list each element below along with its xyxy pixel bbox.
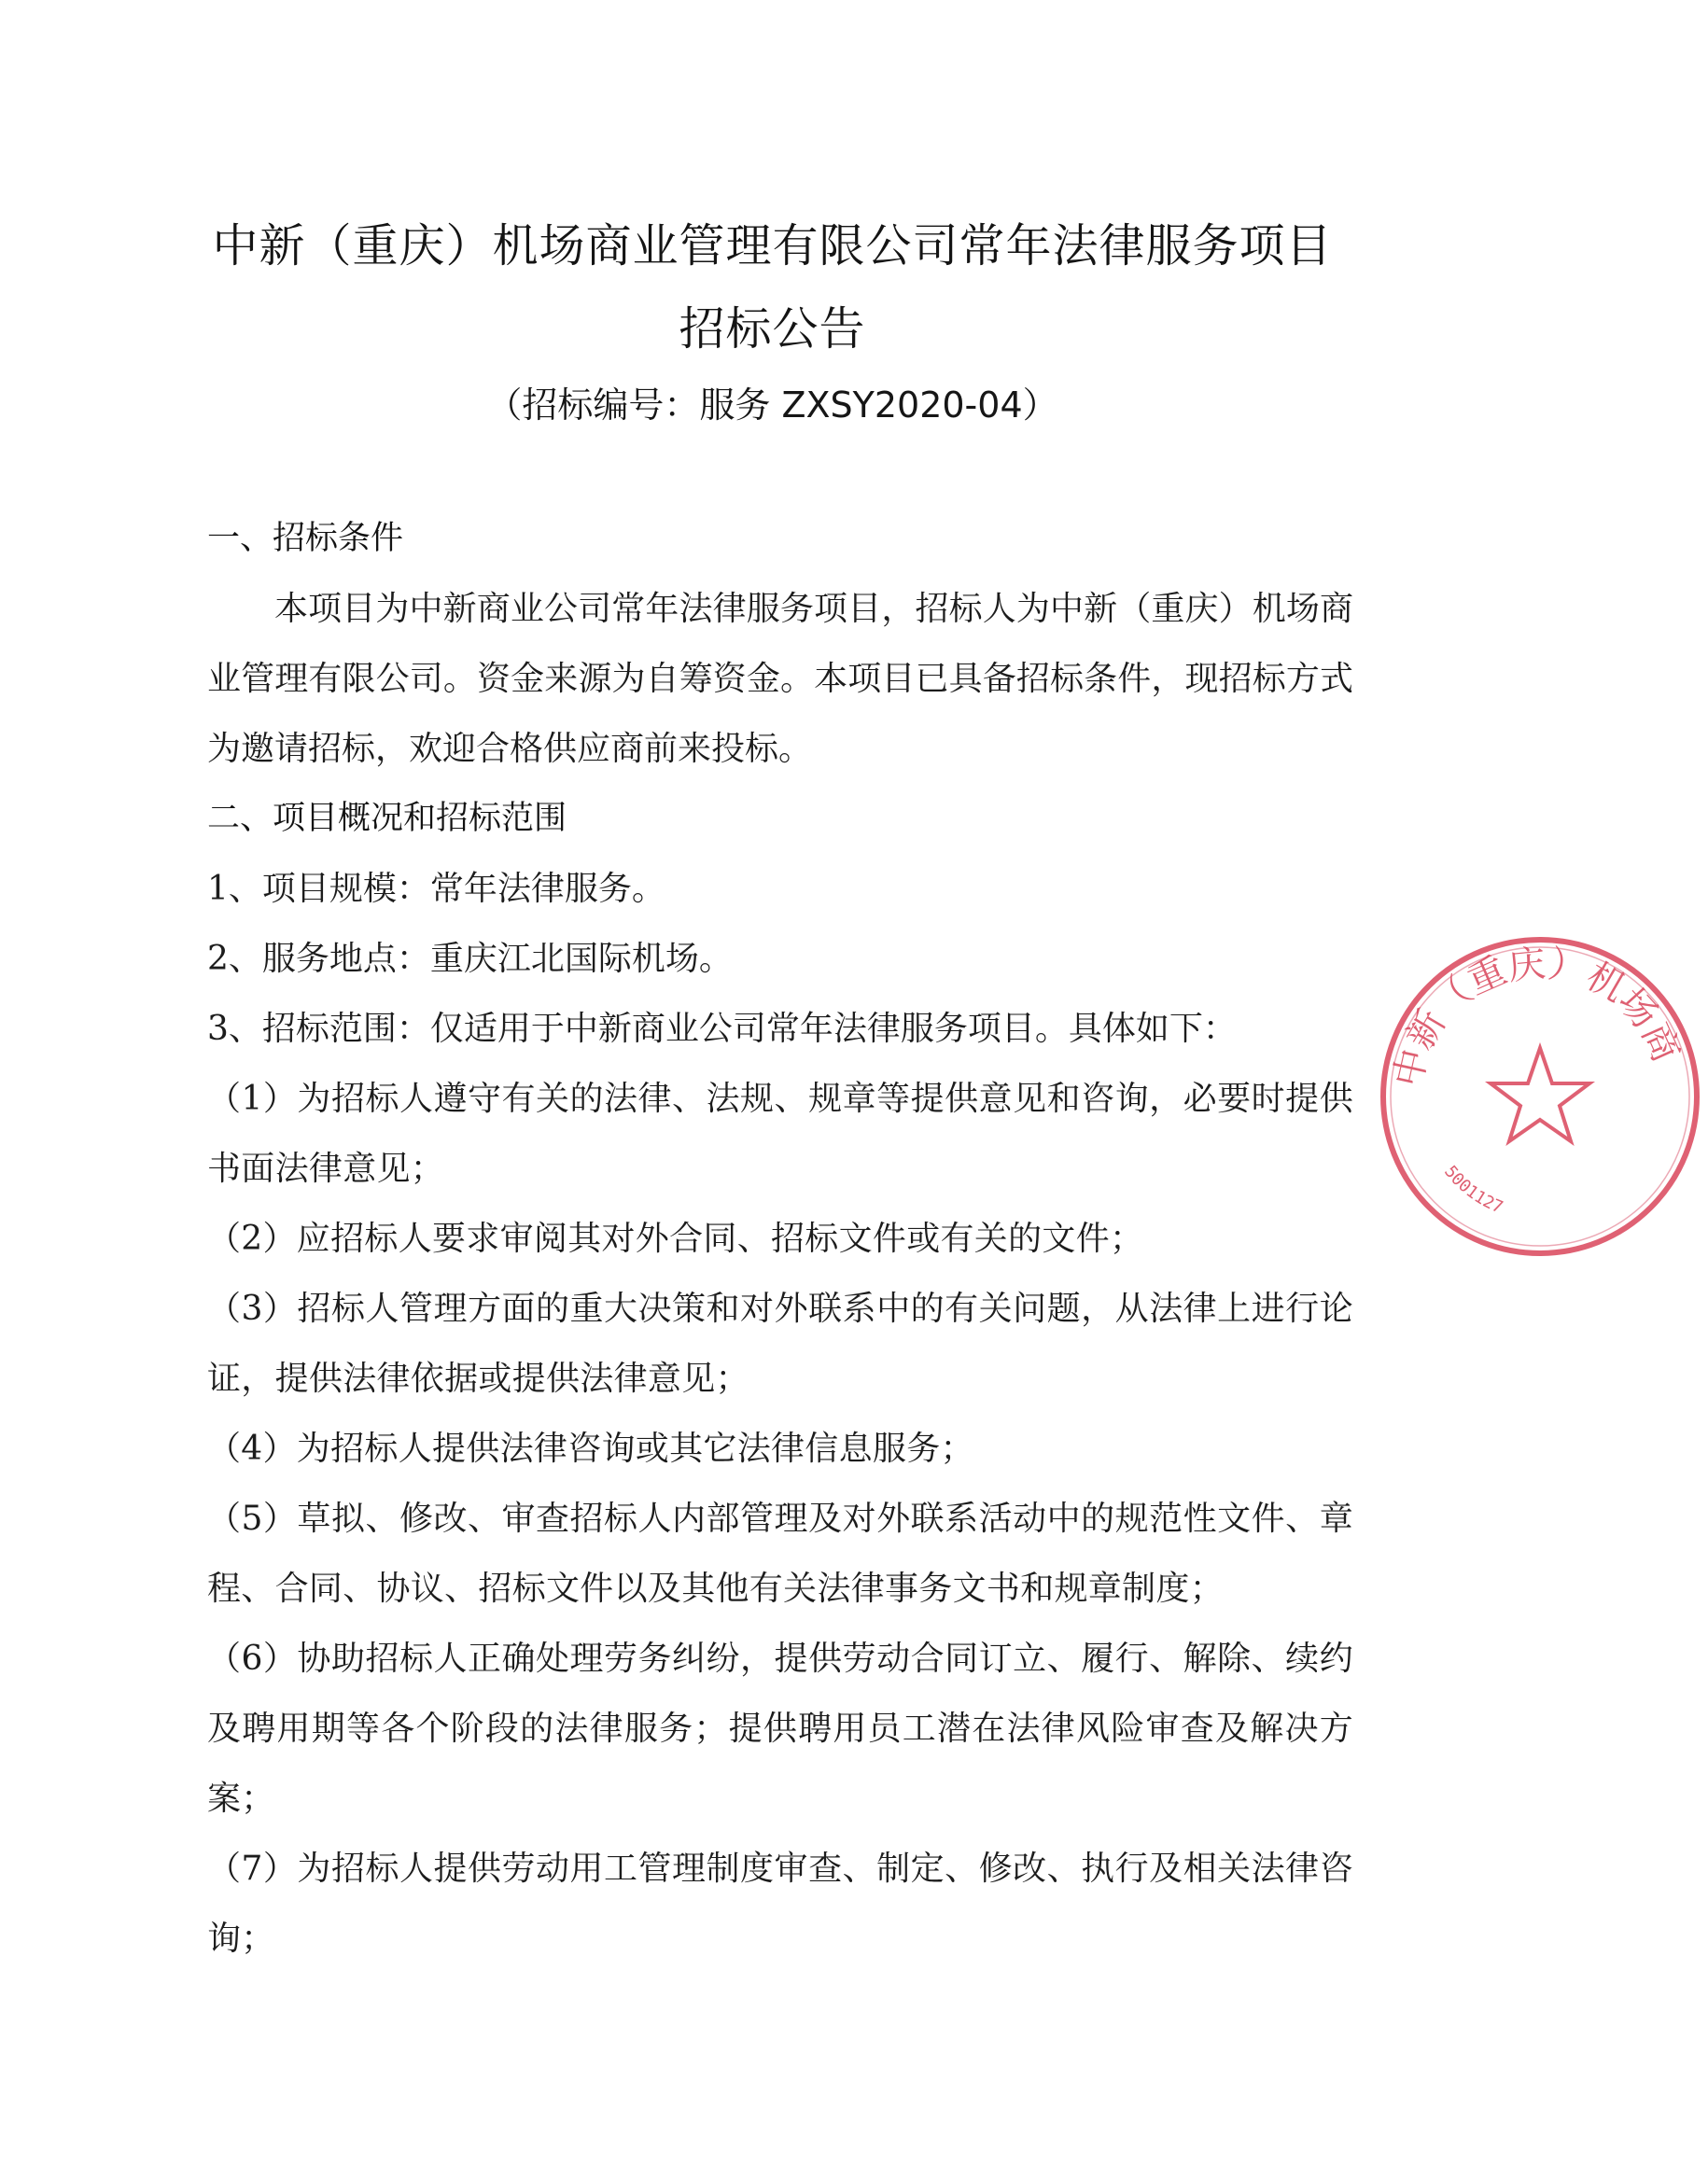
sub-item-2: （2）应招标人要求审阅其对外合同、招标文件或有关的文件； — [207, 1220, 1144, 1258]
section-1-paragraph: 本项目为中新商业公司常年法律服务项目，招标人为中新（重庆）机场商业管理有限公司。资金来源为自筹资金。本项目已具备招标条件，现招标方式为邀请招标，欢迎合格供应商前来投标。 — [207, 590, 1353, 768]
company-seal-stamp — [1372, 929, 1708, 1264]
section-heading-1: 一、招标条件 — [207, 520, 404, 557]
document-subtitle: 招标公告 — [679, 302, 866, 356]
list-item-scale: 1、项目规模：常年法律服务。 — [207, 870, 665, 908]
seal-number: 5001127 — [1440, 1162, 1506, 1218]
seal-star-icon — [1491, 1048, 1589, 1141]
sub-item-5: （5）草拟、修改、审查招标人内部管理及对外联系活动中的规范性文件、章程、合同、协议、招标文件以及其他有关法律事务文书和规章制度； — [207, 1500, 1353, 1608]
list-item-location: 2、服务地点：重庆江北国际机场。 — [207, 940, 733, 978]
sub-item-4: （4）为招标人提供法律咨询或其它法律信息服务； — [207, 1430, 974, 1468]
sub-item-3: （3）招标人管理方面的重大决策和对外联系中的有关问题，从法律上进行论证，提供法律依据或提供法律意见； — [207, 1290, 1353, 1398]
tender-code: （招标编号：服务 ZXSY2020-04） — [486, 384, 1058, 426]
document-body — [207, 504, 1353, 1974]
sub-item-6: （6）协助招标人正确处理劳务纠纷，提供劳动合同订立、履行、解除、续约及聘用期等各个阶段的法律服务；提供聘用员工潜在法律风险审查及解决方案； — [207, 1640, 1353, 1818]
section-heading-2: 二、项目概况和招标范围 — [207, 800, 567, 837]
document-title: 中新（重庆）机场商业管理有限公司常年法律服务项目 — [212, 219, 1333, 272]
list-item-scope: 3、招标范围：仅适用于中新商业公司常年法律服务项目。具体如下： — [207, 1010, 1237, 1048]
seal-text: 中新（重庆）机场商 — [1386, 942, 1687, 1091]
svg-text:5001127 — [1440, 1162, 1505, 1218]
sub-item-1: （1）为招标人遵守有关的法律、法规、规章等提供意见和咨询，必要时提供书面法律意见； — [207, 1080, 1353, 1188]
sub-item-7: （7）为招标人提供劳动用工管理制度审查、制定、修改、执行及相关法律咨询； — [207, 1850, 1353, 1958]
svg-text:中新（重庆）机场商 — [1387, 943, 1687, 1091]
